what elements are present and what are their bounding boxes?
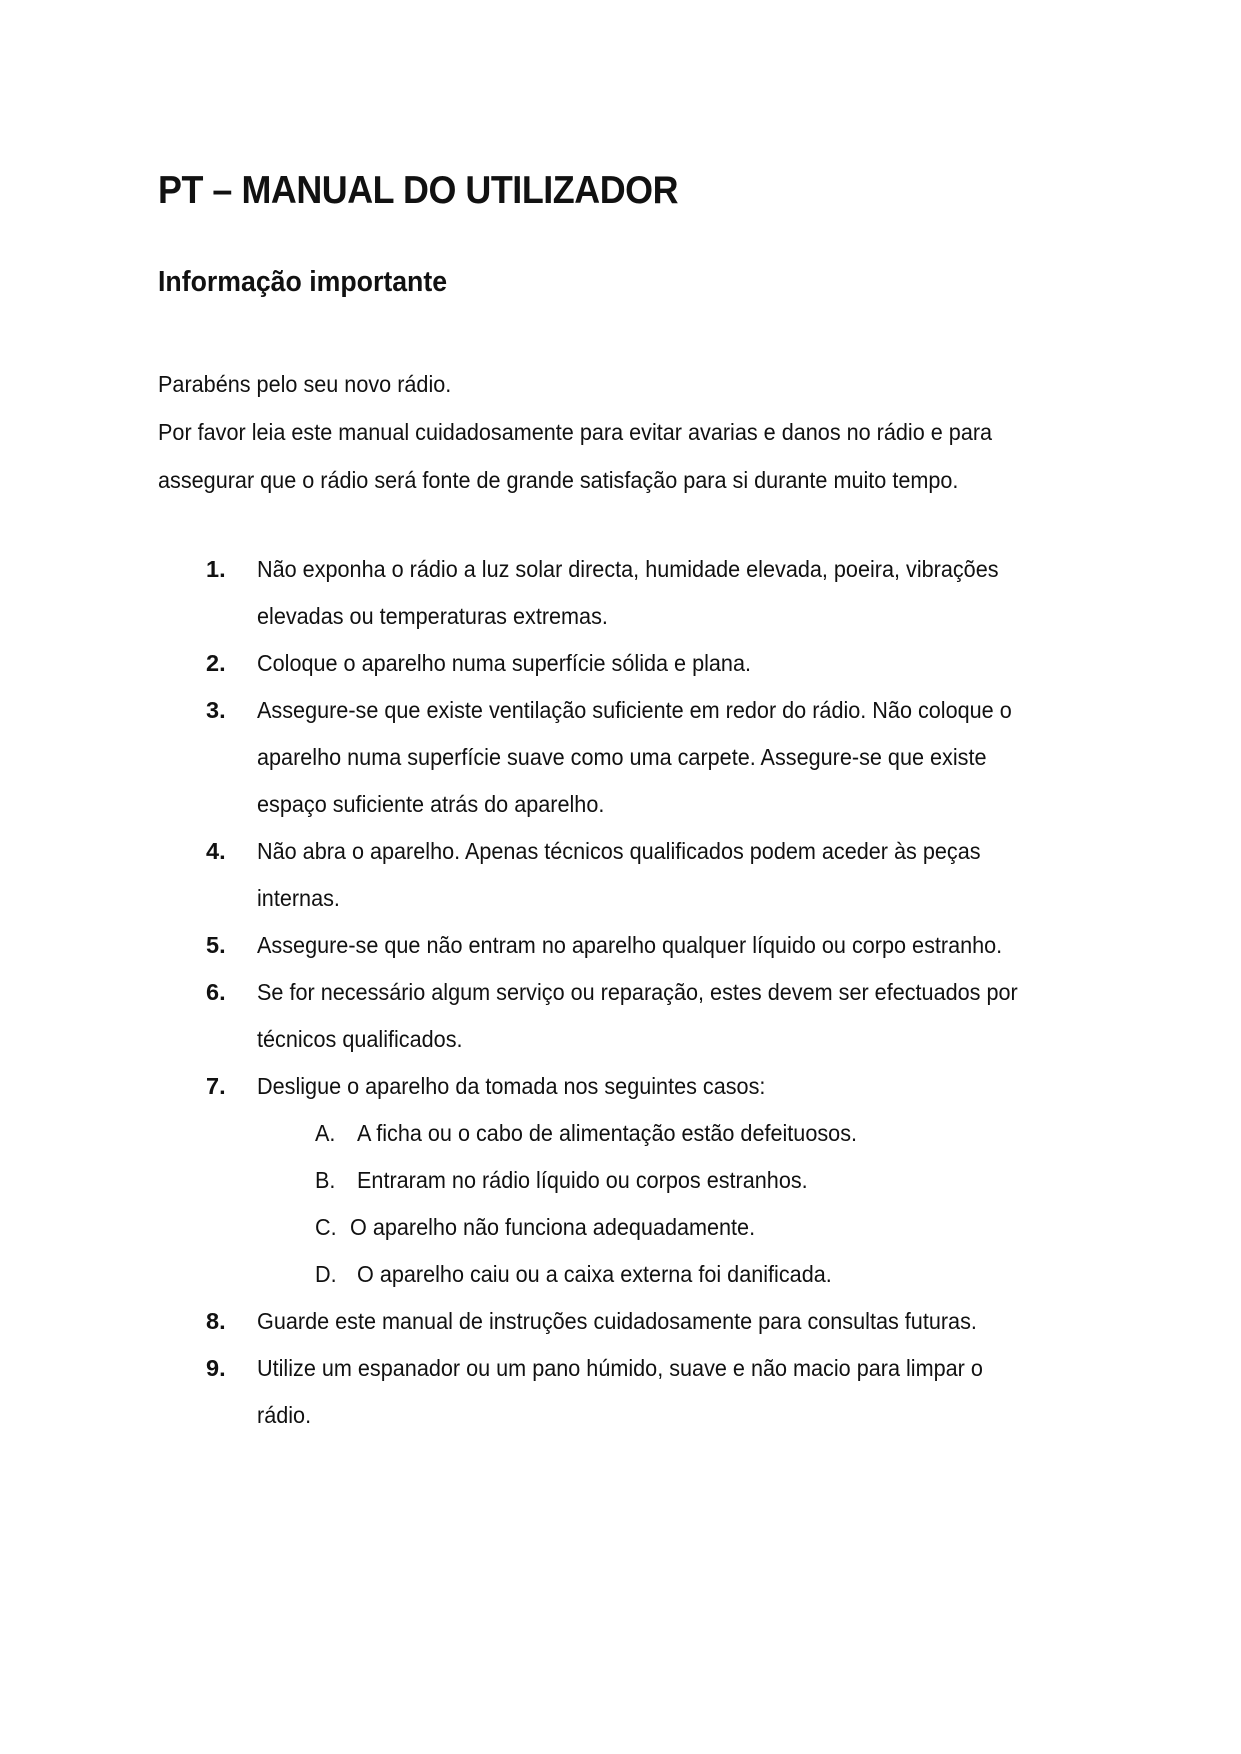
list-item-number: 1. — [206, 556, 226, 582]
list-item — [158, 969, 1118, 1063]
list-item-text: Guarde este manual de instruções cuidadosamente para consultas futuras. — [257, 1308, 977, 1334]
manual-page — [158, 168, 1118, 1463]
list-item — [158, 1298, 1118, 1345]
list-item-text: Coloque o aparelho numa superfície sólida e plana. — [257, 650, 751, 676]
list-item-text: Assegure-se que existe ventilação suficiente em redor do rádio. Não coloque o aparelho numa superfície suave como uma carpete. Assegure-se que existe espaço suficiente atrás do aparelho. — [257, 697, 1012, 817]
safety-rules-list — [158, 546, 1118, 1439]
list-item-text: Não exponha o rádio a luz solar directa, humidade elevada, poeira, vibrações elevadas ou temperaturas extremas. — [257, 556, 999, 629]
list-item-text: Não abra o aparelho. Apenas técnicos qualificados podem aceder às peças internas. — [257, 838, 981, 911]
sub-list-text: O aparelho caiu ou a caixa externa foi danificada. — [357, 1261, 832, 1287]
sub-list-text: A ficha ou o cabo de alimentação estão defeituosos. — [357, 1120, 858, 1146]
sub-list-letter: B. — [315, 1167, 336, 1193]
list-item-number: 5. — [206, 932, 226, 958]
list-item — [158, 640, 1118, 687]
list-item — [158, 546, 1118, 640]
page-title: PT – MANUAL DO UTILIZADOR — [158, 169, 679, 212]
list-item — [158, 1063, 1118, 1298]
list-item — [158, 922, 1118, 969]
sub-list-letter: D. — [315, 1261, 337, 1287]
intro-line: assegurar que o rádio será fonte de grande satisfação para si durante muito tempo. — [158, 467, 959, 493]
sub-list-item — [257, 1204, 1118, 1251]
sub-list-item — [257, 1110, 1118, 1157]
sub-list-letter: C. — [315, 1214, 337, 1240]
sub-list-letter: A. — [315, 1120, 336, 1146]
unplug-cases-list — [257, 1110, 1118, 1298]
sub-list-item — [257, 1157, 1118, 1204]
list-item — [158, 1345, 1118, 1439]
sub-list-text: O aparelho não funciona adequadamente. — [350, 1214, 756, 1240]
intro-line: Por favor leia este manual cuidadosamente para evitar avarias e danos no rádio e para — [158, 419, 993, 445]
list-item — [158, 687, 1118, 828]
list-item-text: Desligue o aparelho da tomada nos seguintes casos: — [257, 1073, 766, 1099]
sub-list-item — [257, 1251, 1118, 1298]
list-item-number: 2. — [206, 650, 226, 676]
list-item-text: Utilize um espanador ou um pano húmido, suave e não macio para limpar o rádio. — [257, 1355, 983, 1428]
section-heading: Informação importante — [158, 266, 448, 298]
list-item-number: 3. — [206, 697, 226, 723]
list-item-text: Assegure-se que não entram no aparelho qualquer líquido ou corpo estranho. — [257, 932, 1003, 958]
list-item-text: Se for necessário algum serviço ou reparação, estes devem ser efectuados por técnicos qualificados. — [257, 979, 1018, 1052]
intro-paragraph — [158, 360, 1118, 504]
sub-list-text: Entraram no rádio líquido ou corpos estranhos. — [357, 1167, 808, 1193]
intro-line: Parabéns pelo seu novo rádio. — [158, 371, 452, 397]
list-item-number: 6. — [206, 979, 226, 1005]
list-item — [158, 828, 1118, 922]
list-item-number: 4. — [206, 838, 226, 864]
list-item-number: 8. — [206, 1308, 226, 1334]
list-item-number: 9. — [206, 1355, 226, 1381]
list-item-number: 7. — [206, 1073, 226, 1099]
